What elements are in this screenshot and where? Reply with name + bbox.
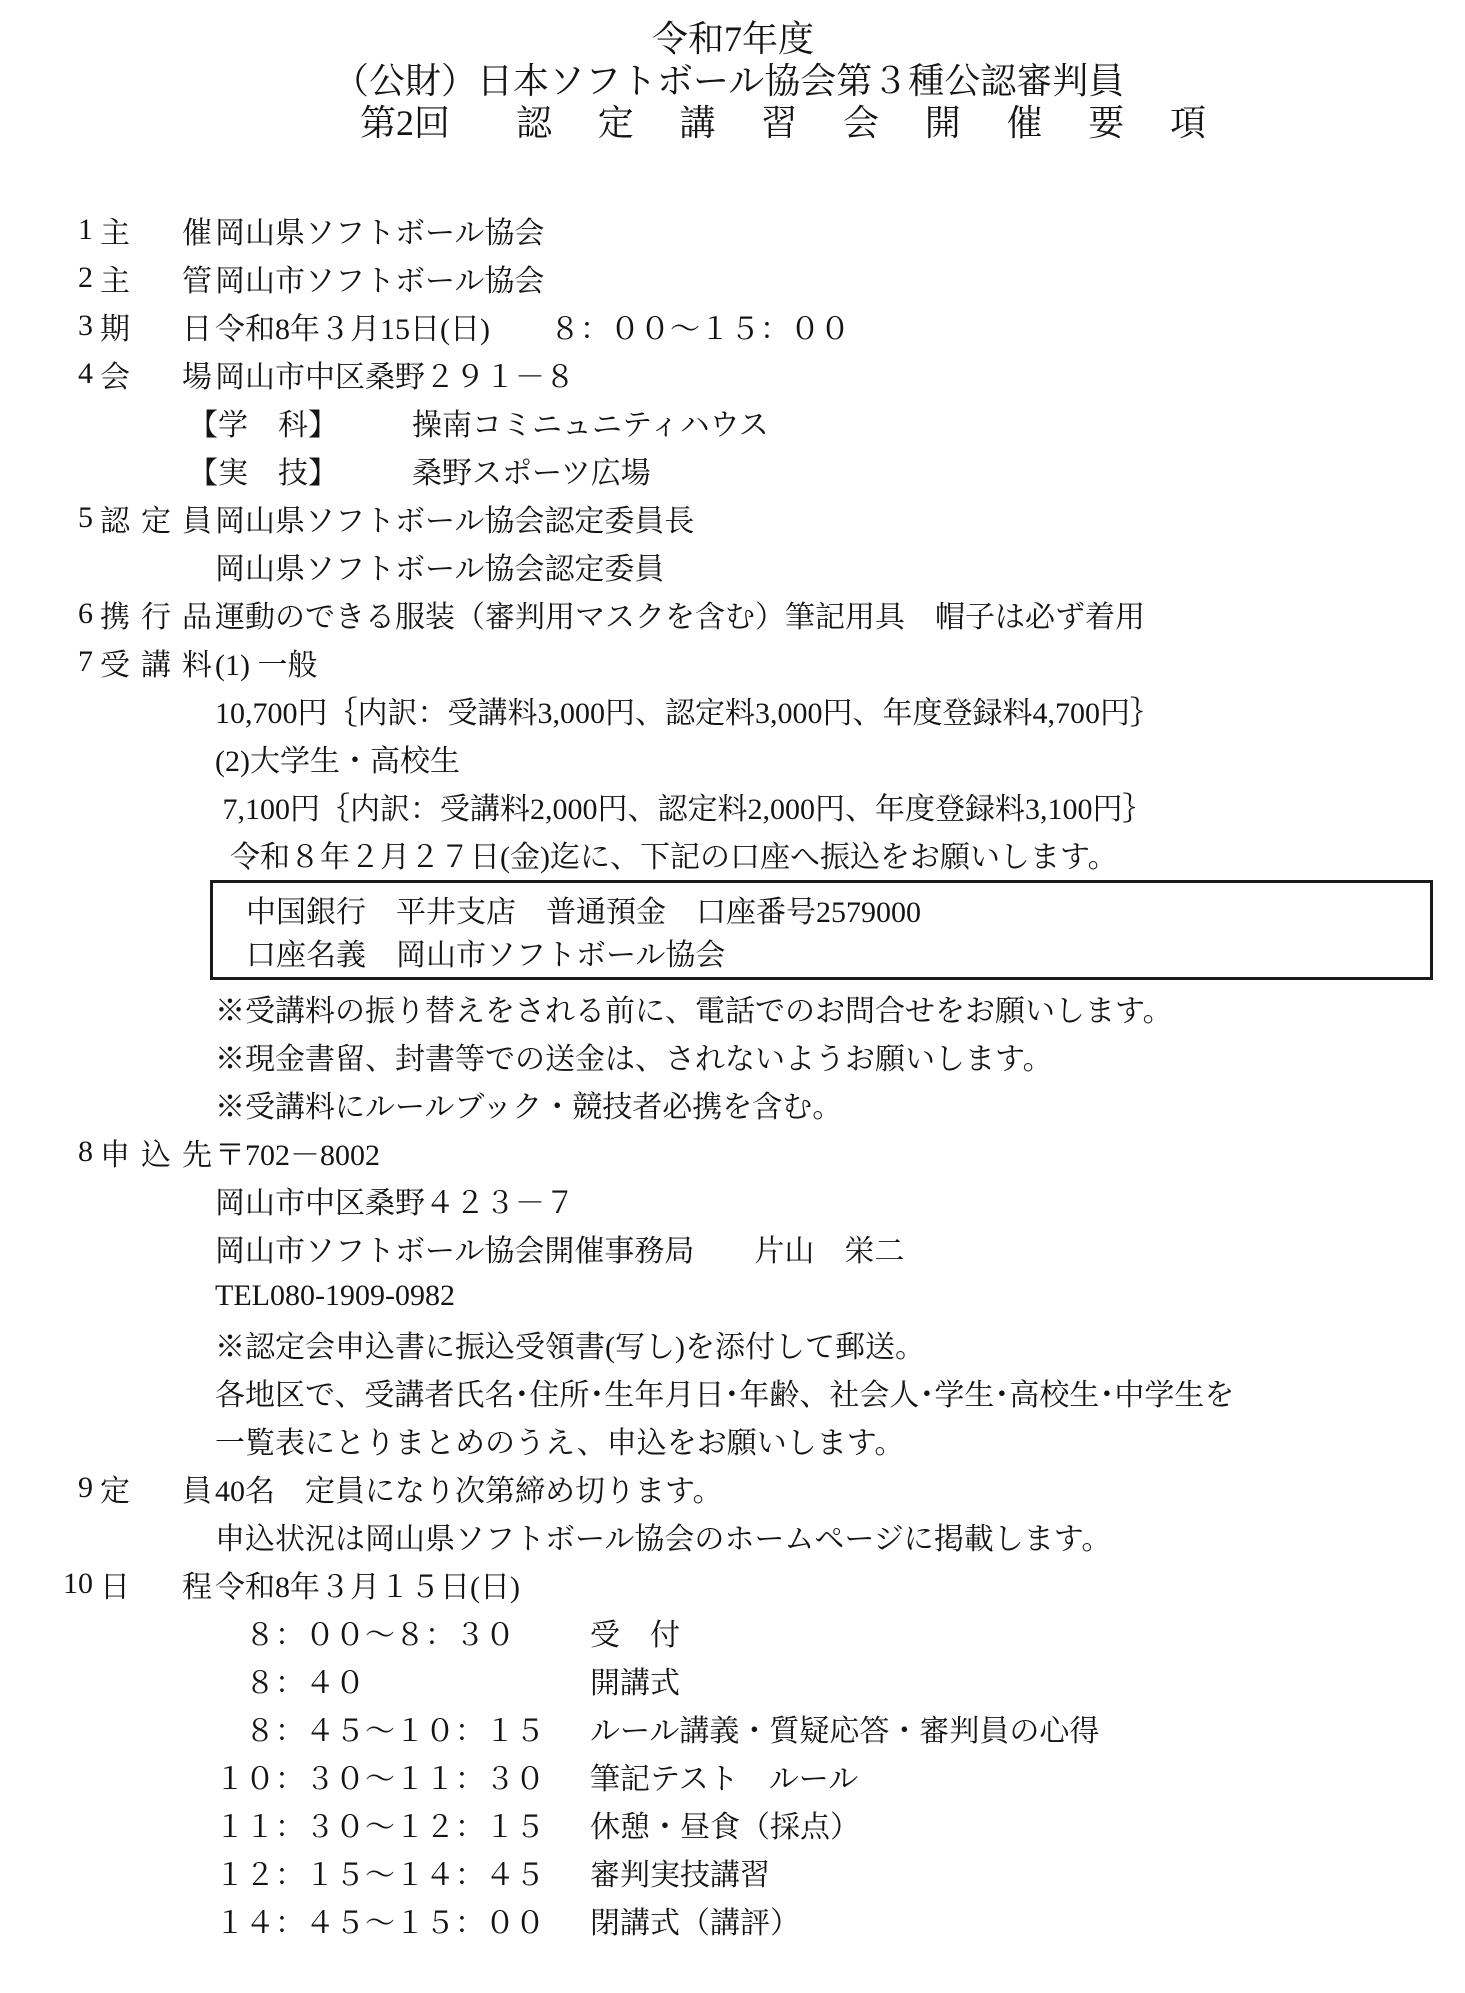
schedule-activity: 受 付 [590, 1619, 680, 1652]
schedule-activity: 審判実技講習 [590, 1859, 770, 1892]
item-row-teiin [60, 1464, 1465, 1512]
item-label: 日程 [100, 1571, 212, 1604]
schedule-row [60, 1800, 1465, 1848]
item-number: 3 [78, 309, 93, 342]
schedule-time: １４：４５～１５：００ [215, 1907, 545, 1940]
bank-holder-line: 口座名義 岡山市ソフトボール協会 [246, 938, 726, 972]
schedule-activity: 休憩・昼食（採点） [590, 1811, 860, 1844]
bank-account-line: 中国銀行 平井支店 普通預金 口座番号2579000 [246, 895, 921, 929]
item-row-moshikomisaki [60, 1128, 1465, 1176]
fee-category-student [60, 734, 1465, 782]
item-label: 申込先 [100, 1139, 212, 1172]
capacity-status-text: 申込状況は岡山県ソフトボール協会のホームページに掲載します。 [215, 1523, 1112, 1556]
schedule-row [60, 1848, 1465, 1896]
item-content: 運動のできる服装（審判用マスクを含む）筆記用具 帽子は必ず着用 [215, 601, 1145, 634]
item-row-ninteiin [60, 494, 1465, 542]
apply-list-text: 各地区で、受講者氏名･住所･生年月日･年齢、社会人･学生･高校生･中学生を [215, 1379, 1235, 1412]
apply-phone [60, 1272, 1465, 1320]
venue-name: 操南コミニュニティハウス [412, 409, 769, 442]
schedule-time: １２：１５～１４：４５ [215, 1859, 545, 1892]
schedule-row [60, 1608, 1465, 1656]
item-row-jukoryo [60, 638, 1465, 686]
apply-office-text: 岡山市ソフトボール協会開催事務局 片山 栄二 [215, 1235, 905, 1268]
venue-name: 桑野スポーツ広場 [412, 457, 651, 490]
item-row-shusai [60, 206, 1465, 254]
schedule-row [60, 1656, 1465, 1704]
item-label: 主管 [100, 265, 212, 298]
title-event-spread: 認定講習会開催要項 [516, 103, 1207, 143]
fee-category-text: (2)大学生・高校生 [215, 745, 460, 778]
item-number: 4 [78, 357, 93, 390]
schedule-row [60, 1752, 1465, 1800]
fee-student-text: 7,100円｛内訳：受講料2,000円、認定料2,000円、年度登録料3,100円｝ [215, 793, 1153, 826]
postal-code: 〒702－8002 [215, 1139, 380, 1172]
item-label: 期日 [100, 313, 212, 346]
fee-student [60, 782, 1465, 830]
item-number: 5 [78, 501, 93, 534]
schedule-row [60, 1704, 1465, 1752]
item-row-nittei [60, 1560, 1465, 1608]
item-label: 会場 [100, 361, 212, 394]
schedule-activity: 開講式 [590, 1667, 680, 1700]
fee-note-2 [60, 1032, 1465, 1080]
schedule-activity: 筆記テスト ルール [590, 1763, 859, 1796]
item-label: 受講料 [100, 649, 212, 682]
payment-deadline [60, 830, 1465, 878]
bank-account-box [210, 880, 1433, 980]
item-content: 岡山市ソフトボール協会 [215, 265, 545, 298]
fee-note-1 [60, 984, 1465, 1032]
item-label: 主催 [100, 217, 212, 250]
schedule-time: １１：３０～１２：１５ [215, 1811, 545, 1844]
item-row-kijitsu [60, 302, 1465, 350]
item-content: 岡山県ソフトボール協会認定委員長 [215, 505, 695, 538]
apply-list-instruction-1 [60, 1368, 1465, 1416]
item-label: 携行品 [100, 601, 212, 634]
schedule-row [60, 1896, 1465, 1944]
item-number: 6 [78, 597, 93, 630]
item-content: 岡山県ソフトボール協会認定委員 [215, 553, 665, 586]
fee-note-text: ※現金書留、封書等での送金は、されないようお願いします。 [215, 1043, 1053, 1076]
title-association: （公財）日本ソフトボール協会第３種公認審判員 [333, 61, 1125, 101]
schedule-time: １０：３０～１１：３０ [215, 1763, 545, 1796]
fee-note-text: ※受講料にルールブック・競技者必携を含む。 [215, 1091, 843, 1124]
item-content: 岡山県ソフトボール協会 [215, 217, 545, 250]
item-number: 9 [78, 1471, 93, 1504]
venue-row-lecture [60, 398, 1465, 446]
payment-deadline-text: 令和８年２月２７日(金)迄に、下記の口座へ振込をお願いします。 [230, 841, 1118, 874]
apply-address [60, 1176, 1465, 1224]
item-number: 8 [78, 1135, 93, 1168]
item-number: 2 [78, 261, 93, 294]
item-number: 7 [78, 645, 93, 678]
item-number: 1 [78, 213, 93, 246]
item-row-kaijo [60, 350, 1465, 398]
item-content: 岡山市中区桑野２９１－８ [215, 361, 575, 394]
fee-general-text: 10,700円｛内訳：受講料3,000円、認定料3,000円、年度登録料4,700円｝ [215, 697, 1160, 730]
schedule-activity: 閉講式（講評） [590, 1907, 800, 1940]
venue-kind: 【実 技】 [188, 457, 338, 490]
schedule-date: 令和8年３月１５日(日) [215, 1571, 520, 1604]
capacity-text: 40名 定員になり次第締め切ります。 [215, 1475, 723, 1508]
venue-kind: 【学 科】 [188, 409, 338, 442]
apply-list-text: 一覧表にとりまとめのうえ、申込をお願いします。 [215, 1427, 905, 1460]
apply-note-mail [60, 1320, 1465, 1368]
venue-row-practical [60, 446, 1465, 494]
ninteiin-line-2 [60, 542, 1465, 590]
title-event [360, 102, 1465, 144]
apply-list-instruction-2 [60, 1416, 1465, 1464]
schedule-time: ８：４０ [215, 1667, 365, 1700]
apply-phone-text: TEL080-1909-0982 [215, 1279, 455, 1312]
schedule-time: ８：００～８：３０ [215, 1619, 515, 1652]
item-label: 定員 [100, 1475, 212, 1508]
title-event-head: 第2回 [360, 103, 451, 143]
schedule-activity: ルール講義・質疑応答・審判員の心得 [590, 1715, 1100, 1748]
title-block [60, 18, 1465, 144]
capacity-status-line [60, 1512, 1465, 1560]
item-row-keikohin [60, 590, 1465, 638]
schedule-time: ８：４５～１０：１５ [215, 1715, 545, 1748]
item-content: (1) 一般 [215, 649, 318, 682]
item-row-shukan [60, 254, 1465, 302]
fee-note-text: ※受講料の振り替えをされる前に、電話でのお問合せをお願いします。 [215, 995, 1173, 1028]
item-number: 10 [63, 1567, 93, 1600]
apply-note-text: ※認定会申込書に振込受領書(写し)を添付して郵送。 [215, 1331, 925, 1364]
fee-note-3 [60, 1080, 1465, 1128]
fee-general [60, 686, 1465, 734]
item-label: 認定員 [100, 505, 212, 538]
document-body [60, 206, 1465, 1944]
item-content: 令和8年３月15日(日) ８：００～１５：００ [215, 313, 850, 346]
apply-address-text: 岡山市中区桑野４２３－７ [215, 1187, 575, 1220]
title-year: 令和7年度 [652, 19, 815, 59]
apply-office [60, 1224, 1465, 1272]
